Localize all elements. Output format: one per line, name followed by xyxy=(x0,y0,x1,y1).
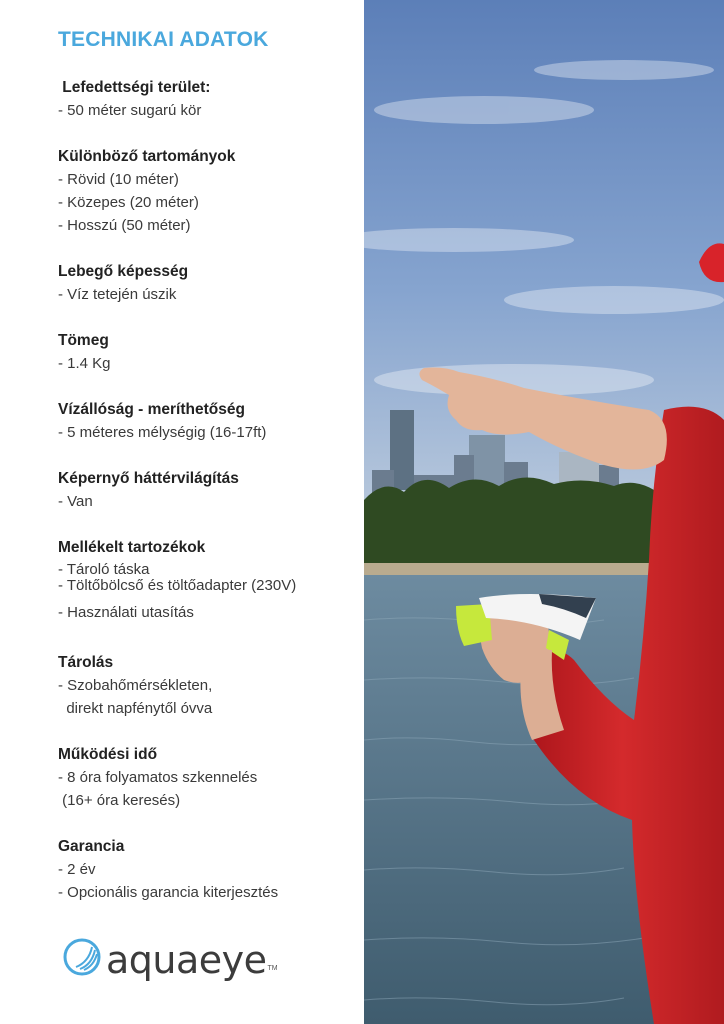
beach xyxy=(364,563,664,575)
section-storage xyxy=(58,652,212,720)
section-line: - Szobahőmérsékleten, xyxy=(58,677,213,694)
aquaeye-logo-icon xyxy=(62,937,102,982)
trademark-mark: TM xyxy=(267,965,278,972)
section-heading: Tömeg xyxy=(58,332,109,349)
section-accessories xyxy=(58,537,296,624)
page-title: TECHNIKAI ADATOK xyxy=(58,28,269,51)
section-ranges xyxy=(58,146,235,237)
section-line: - Töltőbölcső és töltőadapter (230V) xyxy=(58,577,297,594)
section-line: - Opcionális garancia kiterjesztés xyxy=(58,884,279,901)
section-heading: Tárolás xyxy=(58,654,114,671)
section-heading: Vízállóság - meríthetőség xyxy=(58,401,245,418)
section-heading: Mellékelt tartozékok xyxy=(58,539,206,556)
section-weight xyxy=(58,330,111,375)
section-line: - 8 óra folyamatos szkennelés xyxy=(58,769,258,786)
section-heading: Működési idő xyxy=(58,746,158,763)
section-heading: Lefedettségi terület: xyxy=(58,79,211,96)
section-line: - Használati utasítás xyxy=(58,604,194,621)
section-line: - 2 év xyxy=(58,861,96,878)
section-floating xyxy=(58,261,188,306)
tree-line xyxy=(364,477,654,570)
section-heading: Képernyő háttérvilágítás xyxy=(58,470,239,487)
section-warranty xyxy=(58,836,278,904)
section-line: - Közepes (20 méter) xyxy=(58,194,199,211)
section-coverage xyxy=(58,77,210,122)
section-line: - Rövid (10 méter) xyxy=(58,171,179,188)
section-line: - 5 méteres mélységig (16-17ft) xyxy=(58,424,267,441)
section-line: - Van xyxy=(58,493,93,510)
section-line: - 1.4 Kg xyxy=(58,355,111,372)
section-heading: Garancia xyxy=(58,838,125,855)
logo-wordmark: aquaeye xyxy=(106,937,267,982)
section-line: - 50 méter sugarú kör xyxy=(58,102,202,119)
section-heading: Lebegő képesség xyxy=(58,263,189,280)
section-line: direkt napfénytől óvva xyxy=(58,700,213,717)
section-heading: Különböző tartományok xyxy=(58,148,236,165)
aquaeye-logo xyxy=(62,937,278,982)
section-line: (16+ óra keresés) xyxy=(58,792,181,809)
section-operating-time xyxy=(58,744,257,812)
section-line: - Víz tetején úszik xyxy=(58,286,177,303)
section-line: - Hosszú (50 méter) xyxy=(58,217,191,234)
photo-scene xyxy=(364,0,724,1024)
section-waterproof xyxy=(58,399,266,444)
section-backlight xyxy=(58,468,239,513)
hero-photo xyxy=(364,0,724,1024)
section-line: - Tároló táska xyxy=(58,561,150,578)
